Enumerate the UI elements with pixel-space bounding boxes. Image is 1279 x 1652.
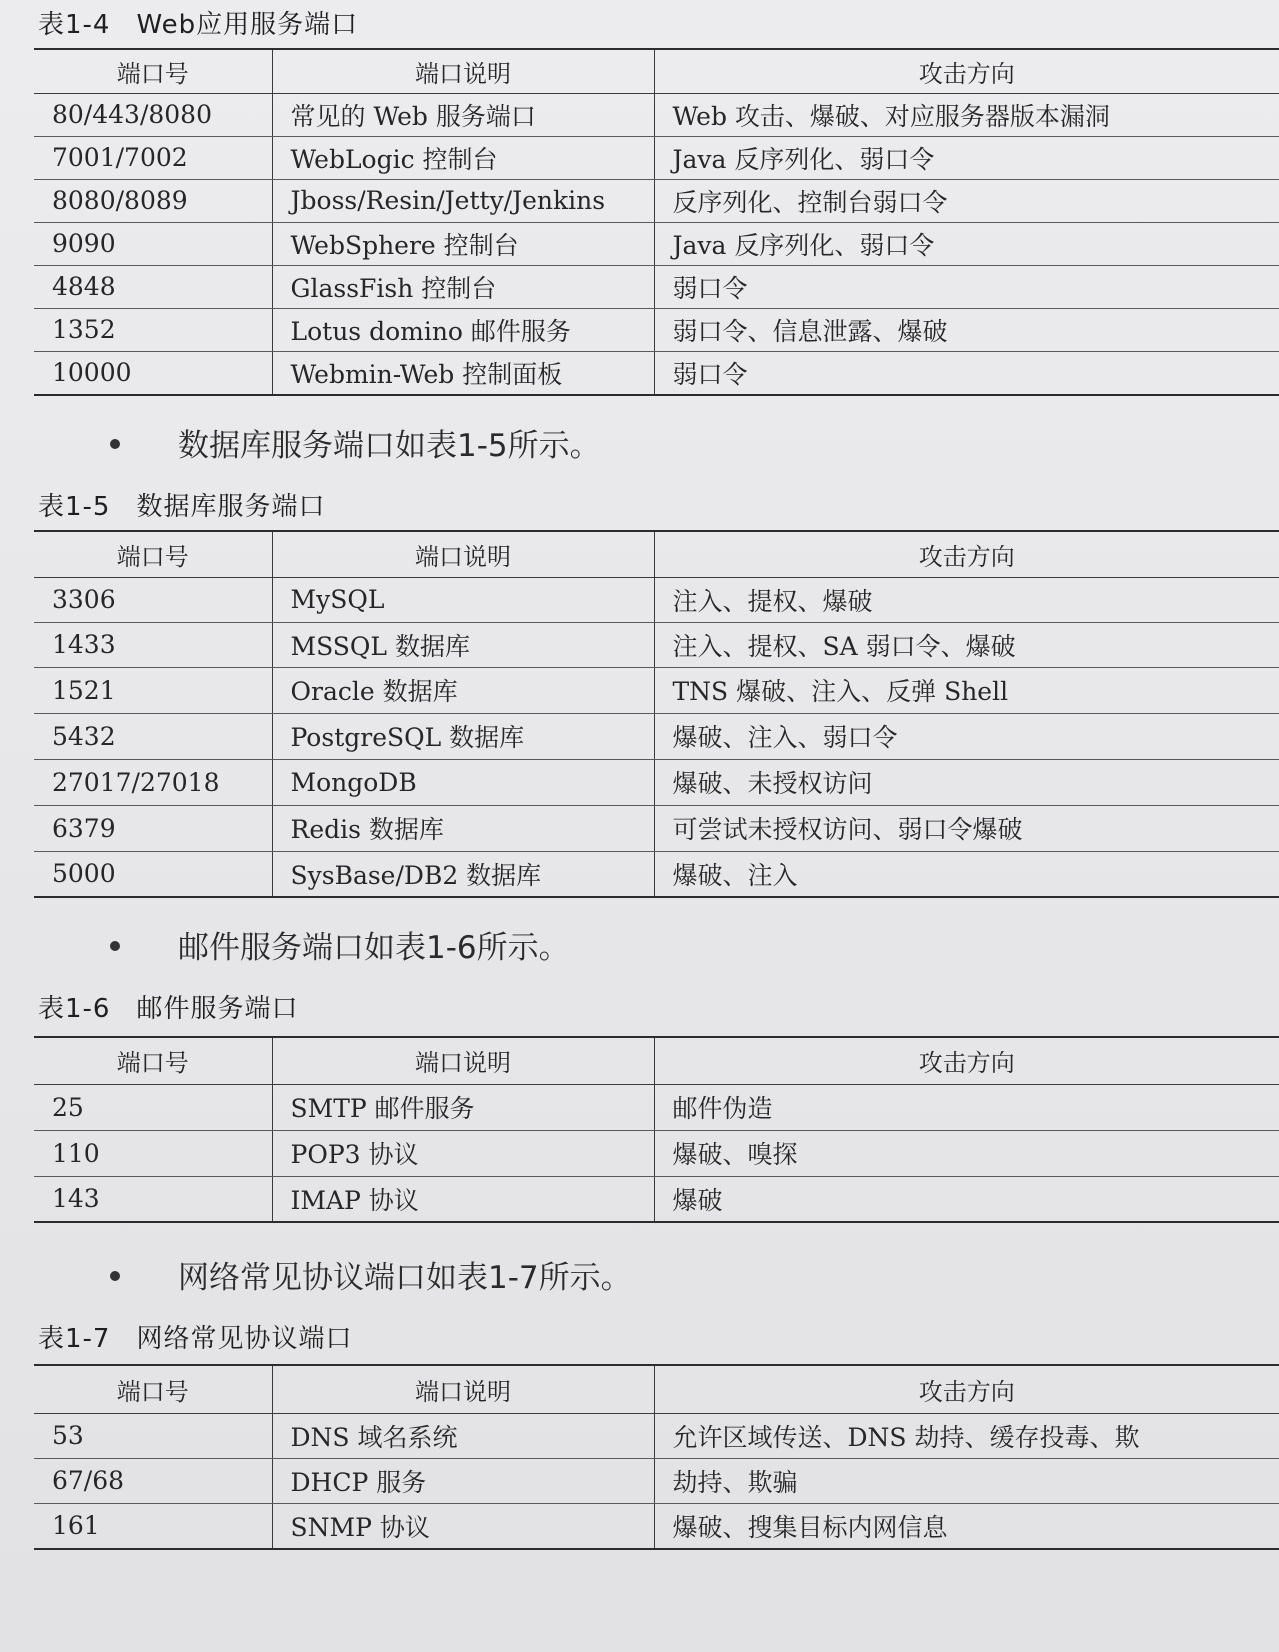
- attack-cell: 爆破、搜集目标内网信息: [654, 1503, 1279, 1549]
- bullet-text: 网络常见协议端口如表1-7所示。: [178, 1260, 632, 1296]
- table-header-row: [34, 1365, 1279, 1413]
- attack-cell: TNS 爆破、注入、反弹 Shell: [654, 667, 1279, 713]
- header-attack-direction: 攻击方向: [654, 1365, 1279, 1413]
- description-cell: GlassFish 控制台: [272, 265, 654, 308]
- network-protocol-ports-table: [34, 1364, 1279, 1550]
- attack-cell: Java 反序列化、弱口令: [654, 136, 1279, 179]
- port-cell: 67/68: [34, 1458, 272, 1503]
- description-cell: MSSQL 数据库: [272, 622, 654, 667]
- description-cell: MongoDB: [272, 759, 654, 805]
- description-cell: SNMP 协议: [272, 1503, 654, 1549]
- table-row: [34, 1458, 1279, 1503]
- port-cell: 5000: [34, 851, 272, 897]
- bullet-paragraph: [110, 1252, 632, 1297]
- table-header-row: [34, 531, 1279, 577]
- port-cell: 25: [34, 1084, 272, 1130]
- attack-cell: 劫持、欺骗: [654, 1458, 1279, 1503]
- attack-cell: Web 攻击、爆破、对应服务器版本漏洞: [654, 93, 1279, 136]
- port-cell: 9090: [34, 222, 272, 265]
- header-description: 端口说明: [272, 1365, 654, 1413]
- table-number: 表1-4: [38, 10, 111, 40]
- port-cell: 1521: [34, 667, 272, 713]
- port-cell: 53: [34, 1413, 272, 1458]
- description-cell: DNS 域名系统: [272, 1413, 654, 1458]
- table-caption: [38, 4, 358, 41]
- table-title: 数据库服务端口: [136, 492, 326, 522]
- attack-cell: 爆破、注入: [654, 851, 1279, 897]
- bullet-icon: [110, 941, 120, 951]
- header-attack-direction: 攻击方向: [654, 1037, 1279, 1084]
- table-number: 表1-7: [38, 1324, 111, 1354]
- attack-cell: 弱口令: [654, 351, 1279, 395]
- bullet-text: 数据库服务端口如表1-5所示。: [178, 428, 601, 464]
- table-row: [34, 759, 1279, 805]
- table-caption: [38, 988, 298, 1025]
- attack-cell: 注入、提权、SA 弱口令、爆破: [654, 622, 1279, 667]
- table-header-row: [34, 49, 1279, 93]
- attack-cell: 可尝试未授权访问、弱口令爆破: [654, 805, 1279, 851]
- table-row: [34, 308, 1279, 351]
- table-row: [34, 265, 1279, 308]
- header-attack-direction: 攻击方向: [654, 49, 1279, 93]
- table-header-row: [34, 1037, 1279, 1084]
- attack-cell: 爆破、嗅探: [654, 1130, 1279, 1176]
- table-row: [34, 136, 1279, 179]
- attack-cell: 弱口令: [654, 265, 1279, 308]
- port-cell: 8080/8089: [34, 179, 272, 222]
- table-row: [34, 577, 1279, 622]
- bullet-paragraph: [110, 922, 570, 967]
- port-cell: 161: [34, 1503, 272, 1549]
- description-cell: WebSphere 控制台: [272, 222, 654, 265]
- table-row: [34, 179, 1279, 222]
- header-port: 端口号: [34, 49, 272, 93]
- port-cell: 1433: [34, 622, 272, 667]
- bullet-icon: [110, 1271, 120, 1281]
- header-port: 端口号: [34, 1365, 272, 1413]
- table-row: [34, 713, 1279, 759]
- port-cell: 80/443/8080: [34, 93, 272, 136]
- table-number: 表1-6: [38, 994, 111, 1024]
- description-cell: Webmin-Web 控制面板: [272, 351, 654, 395]
- description-cell: POP3 协议: [272, 1130, 654, 1176]
- description-cell: PostgreSQL 数据库: [272, 713, 654, 759]
- table-row: [34, 1413, 1279, 1458]
- table-title: 邮件服务端口: [136, 994, 299, 1024]
- attack-cell: 弱口令、信息泄露、爆破: [654, 308, 1279, 351]
- table-row: [34, 222, 1279, 265]
- attack-cell: 爆破、未授权访问: [654, 759, 1279, 805]
- table-row: [34, 805, 1279, 851]
- table-row: [34, 93, 1279, 136]
- database-ports-table: [34, 530, 1279, 898]
- bullet-paragraph: [110, 420, 601, 465]
- header-description: 端口说明: [272, 49, 654, 93]
- port-cell: 4848: [34, 265, 272, 308]
- description-cell: Oracle 数据库: [272, 667, 654, 713]
- attack-cell: Java 反序列化、弱口令: [654, 222, 1279, 265]
- port-cell: 5432: [34, 713, 272, 759]
- attack-cell: 注入、提权、爆破: [654, 577, 1279, 622]
- table-row: [34, 1130, 1279, 1176]
- header-port: 端口号: [34, 531, 272, 577]
- table-title: Web应用服务端口: [136, 10, 359, 40]
- table-row: [34, 1084, 1279, 1130]
- description-cell: DHCP 服务: [272, 1458, 654, 1503]
- table-number: 表1-5: [38, 492, 111, 522]
- port-cell: 1352: [34, 308, 272, 351]
- web-ports-table: [34, 48, 1279, 396]
- port-cell: 110: [34, 1130, 272, 1176]
- port-cell: 27017/27018: [34, 759, 272, 805]
- port-cell: 7001/7002: [34, 136, 272, 179]
- attack-cell: 邮件伪造: [654, 1084, 1279, 1130]
- description-cell: Redis 数据库: [272, 805, 654, 851]
- bullet-icon: [110, 439, 120, 449]
- description-cell: Lotus domino 邮件服务: [272, 308, 654, 351]
- description-cell: SysBase/DB2 数据库: [272, 851, 654, 897]
- port-cell: 3306: [34, 577, 272, 622]
- port-cell: 10000: [34, 351, 272, 395]
- description-cell: IMAP 协议: [272, 1176, 654, 1222]
- table-row: [34, 851, 1279, 897]
- mail-ports-table: [34, 1036, 1279, 1223]
- description-cell: WebLogic 控制台: [272, 136, 654, 179]
- table-row: [34, 1176, 1279, 1222]
- table-row: [34, 622, 1279, 667]
- attack-cell: 爆破、注入、弱口令: [654, 713, 1279, 759]
- port-cell: 143: [34, 1176, 272, 1222]
- attack-cell: 允许区域传送、DNS 劫持、缓存投毒、欺: [654, 1413, 1279, 1458]
- port-cell: 6379: [34, 805, 272, 851]
- attack-cell: 反序列化、控制台弱口令: [654, 179, 1279, 222]
- header-description: 端口说明: [272, 531, 654, 577]
- table-title: 网络常见协议端口: [136, 1324, 353, 1354]
- attack-cell: 爆破: [654, 1176, 1279, 1222]
- description-cell: MySQL: [272, 577, 654, 622]
- header-description: 端口说明: [272, 1037, 654, 1084]
- table-row: [34, 1503, 1279, 1549]
- table-row: [34, 351, 1279, 395]
- header-port: 端口号: [34, 1037, 272, 1084]
- table-row: [34, 667, 1279, 713]
- description-cell: Jboss/Resin/Jetty/Jenkins: [272, 179, 654, 222]
- description-cell: SMTP 邮件服务: [272, 1084, 654, 1130]
- table-caption: [38, 486, 325, 523]
- bullet-text: 邮件服务端口如表1-6所示。: [178, 930, 570, 966]
- table-caption: [38, 1318, 352, 1355]
- description-cell: 常见的 Web 服务端口: [272, 93, 654, 136]
- header-attack-direction: 攻击方向: [654, 531, 1279, 577]
